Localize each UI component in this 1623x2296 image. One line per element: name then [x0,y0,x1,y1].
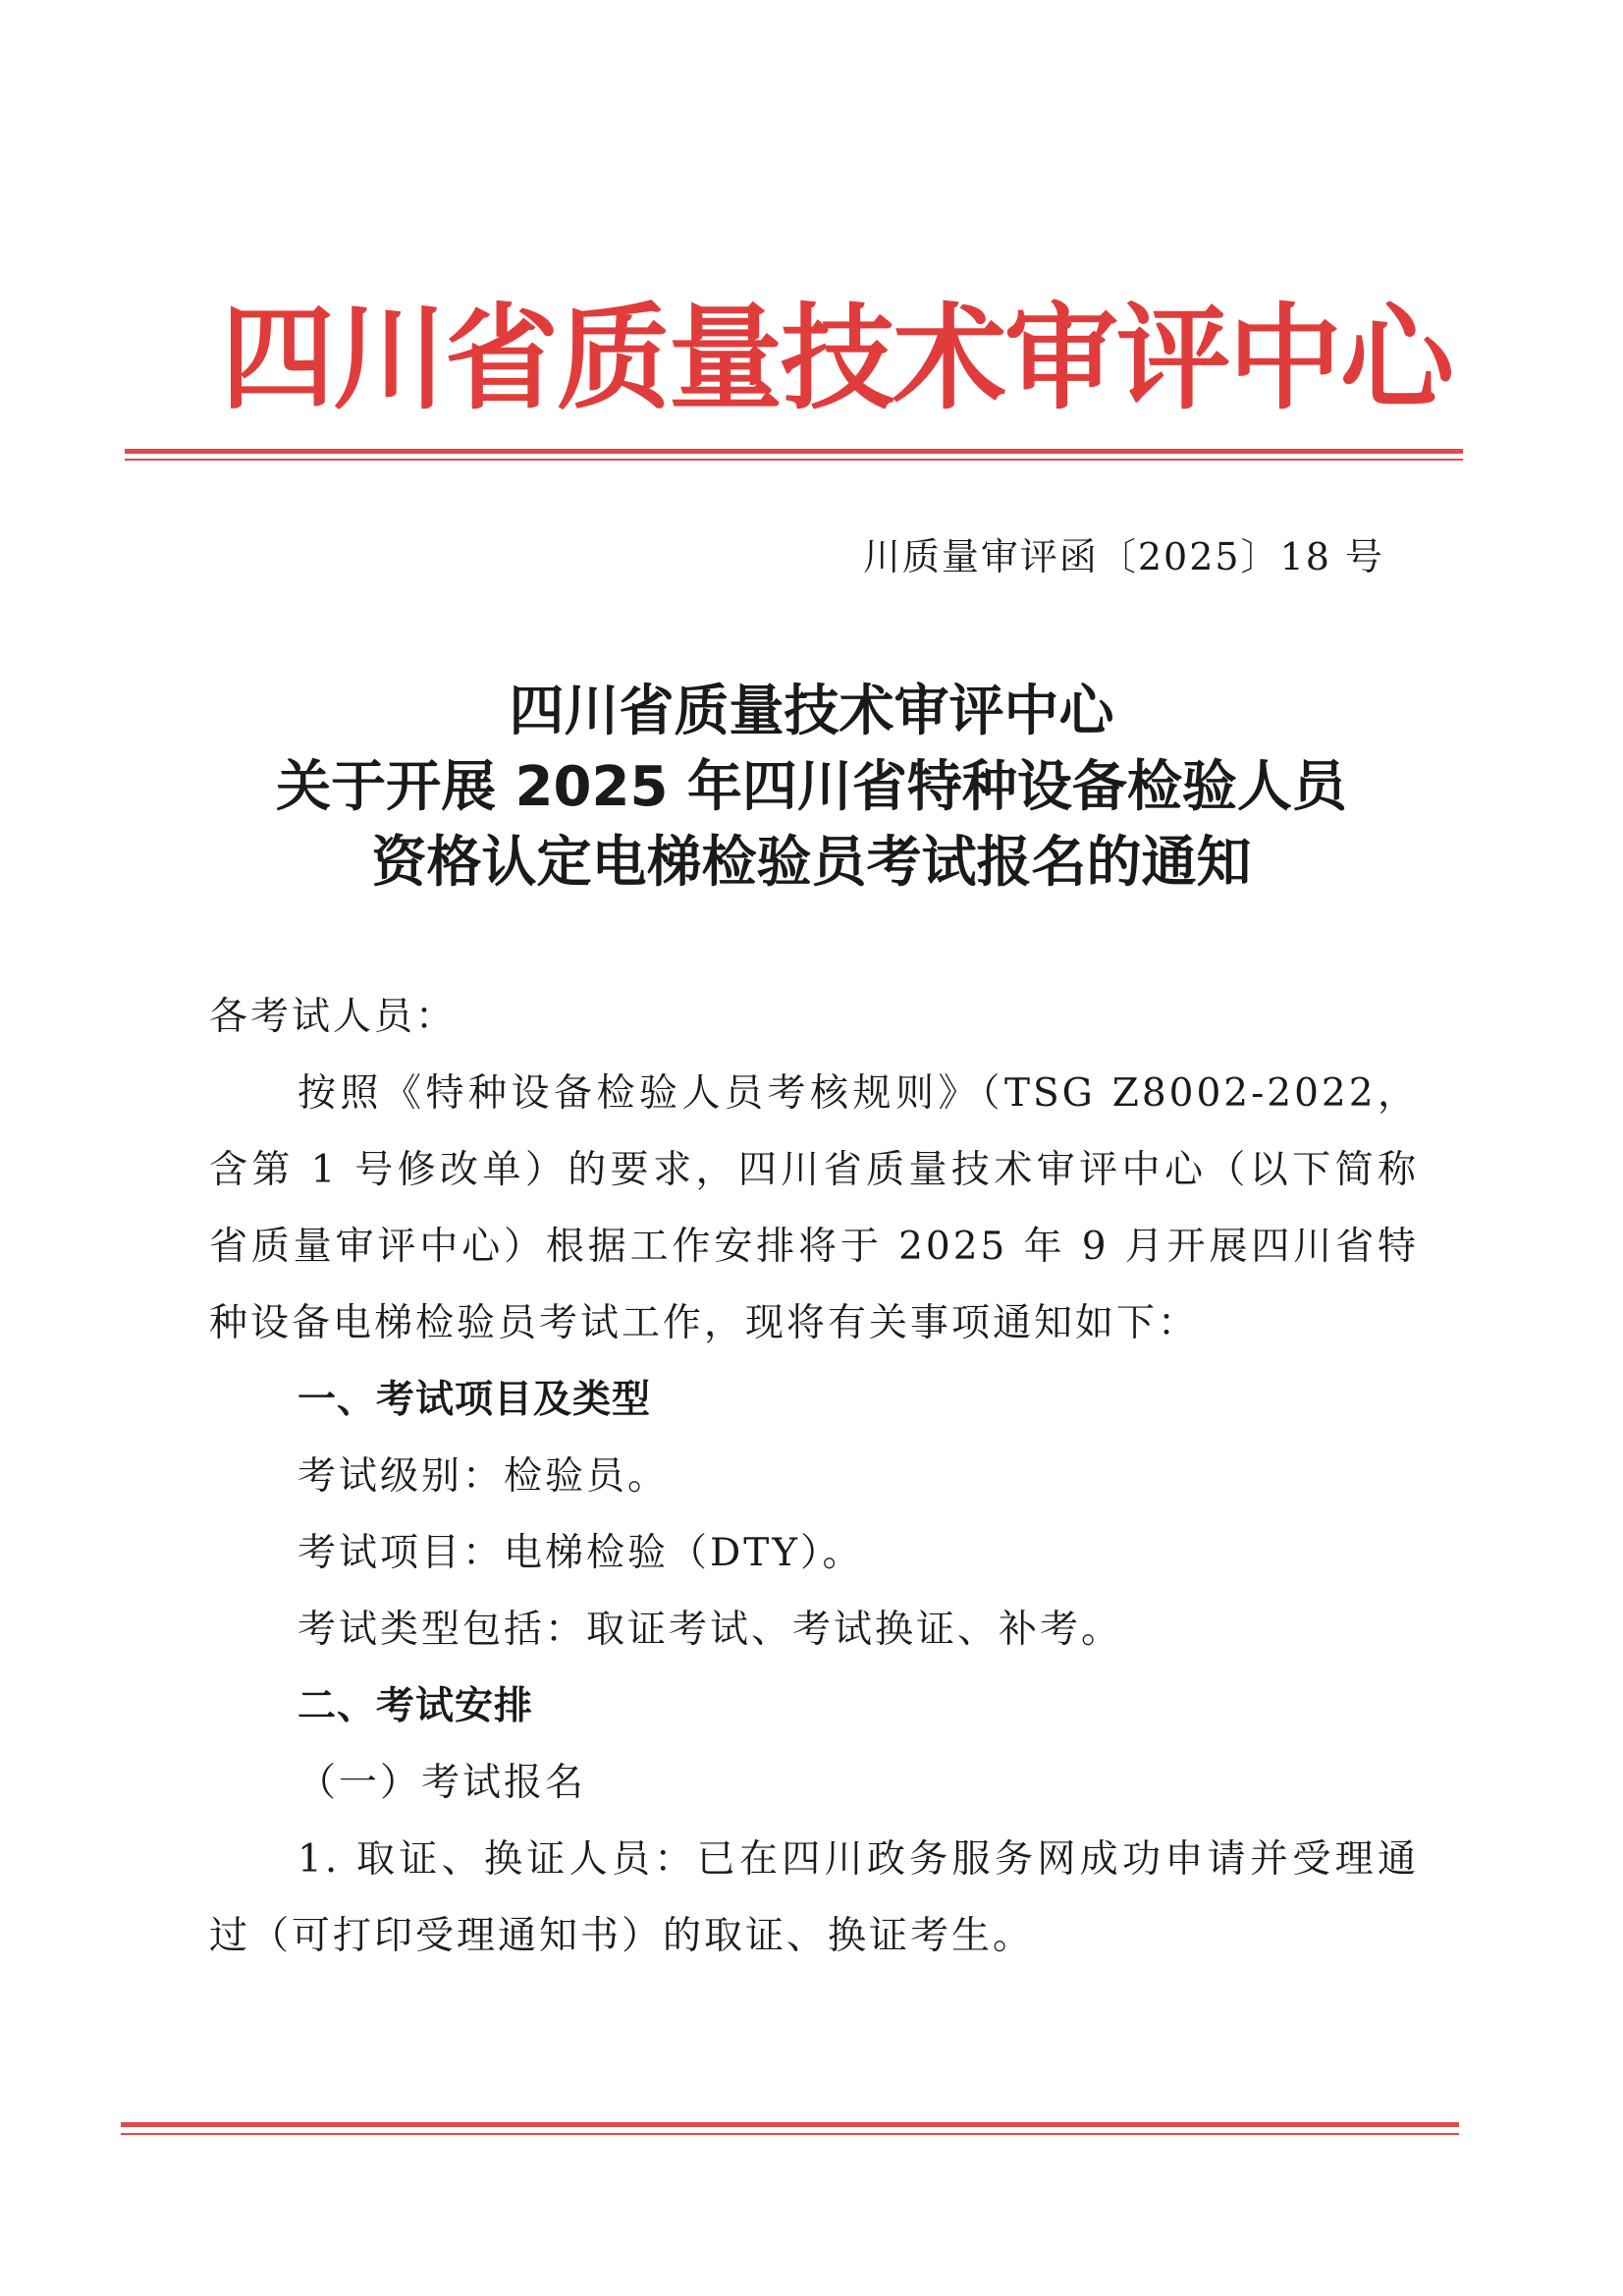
letterhead-organization: 四川省质量技术审评中心 [221,293,1452,425]
footer-rule-thin [121,2133,1459,2135]
exam-level: 考试级别：检验员。 [298,1454,670,1499]
document-body [209,1056,1419,1975]
title-line-2: 关于开展 2025 年四川省特种设备检验人员 [276,755,1347,819]
exam-types: 考试类型包括：取证考试、考试换证、补考。 [298,1608,1123,1652]
title-line-1: 四川省质量技术审评中心 [509,680,1114,743]
registration-point-1: 1. 取证、换证人员：已在四川政务服务网成功申请并受理通过（可打印受理通知书）的取证、换证考生。 [209,1837,1419,1958]
intro-paragraph: 按照《特种设备检验人员考核规则》（TSG Z8002-2022，含第 1 号修改单）的要求，四川省质量技术审评中心（以下简称省质量审评中心）根据工作安排将于 2025 年 9 月开展四川省特种设备电梯检验员考试工作，现将有关事项通知如下： [209,1071,1419,1345]
section-heading-1: 一、考试项目及类型 [298,1378,652,1422]
title-line-3: 资格认定电梯检验员考试报名的通知 [371,831,1252,895]
subsection-heading: （一）考试报名 [298,1761,587,1805]
document-title [0,674,1623,901]
letterhead-rule-thin [125,459,1463,461]
document-number: 川质量审评函〔2025〕18 号 [862,535,1384,578]
letterhead-rule-thick [125,449,1463,454]
exam-item: 考试项目：电梯检验（DTY）。 [298,1531,864,1575]
salutation: 各考试人员： [209,995,458,1039]
section-heading-2: 二、考试安排 [298,1684,534,1728]
footer-rule-thick [121,2122,1459,2127]
